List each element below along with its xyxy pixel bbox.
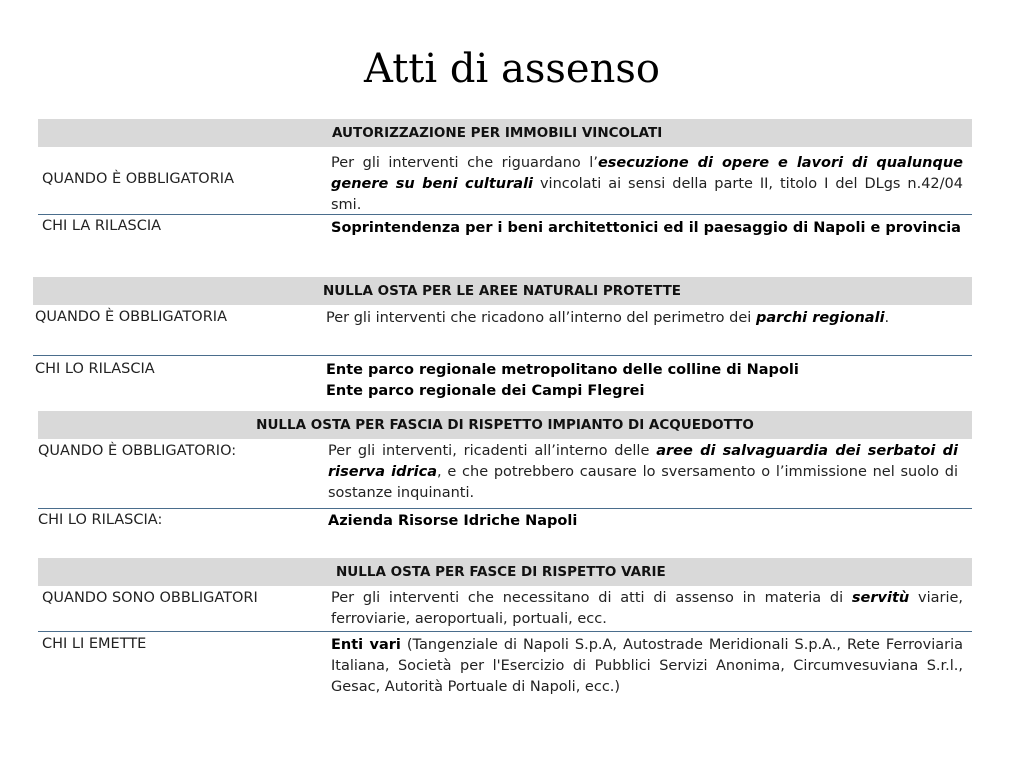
section-autorizzazione xyxy=(38,119,972,267)
section-header: AUTORIZZAZIONE PER IMMOBILI VINCOLATI xyxy=(38,119,972,147)
row-value: Soprintendenza per i beni architettonici ed il paesaggio di Napoli e provincia xyxy=(331,220,961,236)
table-row xyxy=(38,439,972,509)
section-fasce-varie xyxy=(38,558,972,708)
row-label: QUANDO È OBBLIGATORIA xyxy=(42,171,234,187)
table-row xyxy=(38,147,972,215)
row-value: Per gli interventi che riguardano l’esecuzione di opere e lavori di qualunque genere su beni culturali vincolati ai sensi della parte II, titolo I del DLgs n.42/04 smi. xyxy=(331,155,963,213)
row-value: Azienda Risorse Idriche Napoli xyxy=(328,513,578,529)
row-value: Per gli interventi che necessitano di atti di assenso in materia di servitù viarie, ferroviarie, aeroportuali, portuali, ecc. xyxy=(331,590,964,627)
row-label: CHI LO RILASCIA: xyxy=(38,512,163,528)
table-row xyxy=(33,305,972,356)
row-label: QUANDO È OBBLIGATORIO: xyxy=(38,443,237,459)
section-header: NULLA OSTA PER LE AREE NATURALI PROTETTE xyxy=(33,277,972,305)
table-row xyxy=(38,509,972,541)
row-value: Enti vari (Tangenziale di Napoli S.p.A, Autostrade Meridionali S.p.A., Rete Ferroviaria Italiana, Società per l'Esercizio di Pubblici Servizi Anonima, Circumvesuviana S.r.l., Gesac, Autorità Portuale di Napoli, ecc.) xyxy=(331,637,963,695)
row-label: CHI LI EMETTE xyxy=(42,636,147,652)
section-aree-protette xyxy=(33,277,972,410)
section-acquedotto xyxy=(38,411,972,541)
table-row xyxy=(38,632,972,708)
row-value: Per gli interventi, ricadenti all’interno delle aree di salvaguardia dei serbatoi di riserva idrica, e che potrebbero causare lo sversamento o l’immissione nel suolo di sostanze inquinanti. xyxy=(328,443,959,501)
table-row xyxy=(33,356,972,410)
section-header: NULLA OSTA PER FASCIA DI RISPETTO IMPIANTO DI ACQUEDOTTO xyxy=(38,411,972,439)
row-label: CHI LA RILASCIA xyxy=(42,218,162,234)
section-header: NULLA OSTA PER FASCE DI RISPETTO VARIE xyxy=(38,558,972,586)
page-title: Atti di assenso xyxy=(364,46,660,92)
row-label: QUANDO È OBBLIGATORIA xyxy=(35,309,227,325)
row-label: CHI LO RILASCIA xyxy=(35,361,155,377)
table-row xyxy=(38,586,972,632)
table-row xyxy=(38,215,972,267)
row-value: Per gli interventi che ricadono all’interno del perimetro dei parchi regionali. xyxy=(326,310,890,326)
row-value: Ente parco regionale metropolitano delle colline di Napoli Ente parco regionale dei Campi Flegrei xyxy=(326,362,799,399)
row-label: QUANDO SONO OBBLIGATORI xyxy=(42,590,258,606)
